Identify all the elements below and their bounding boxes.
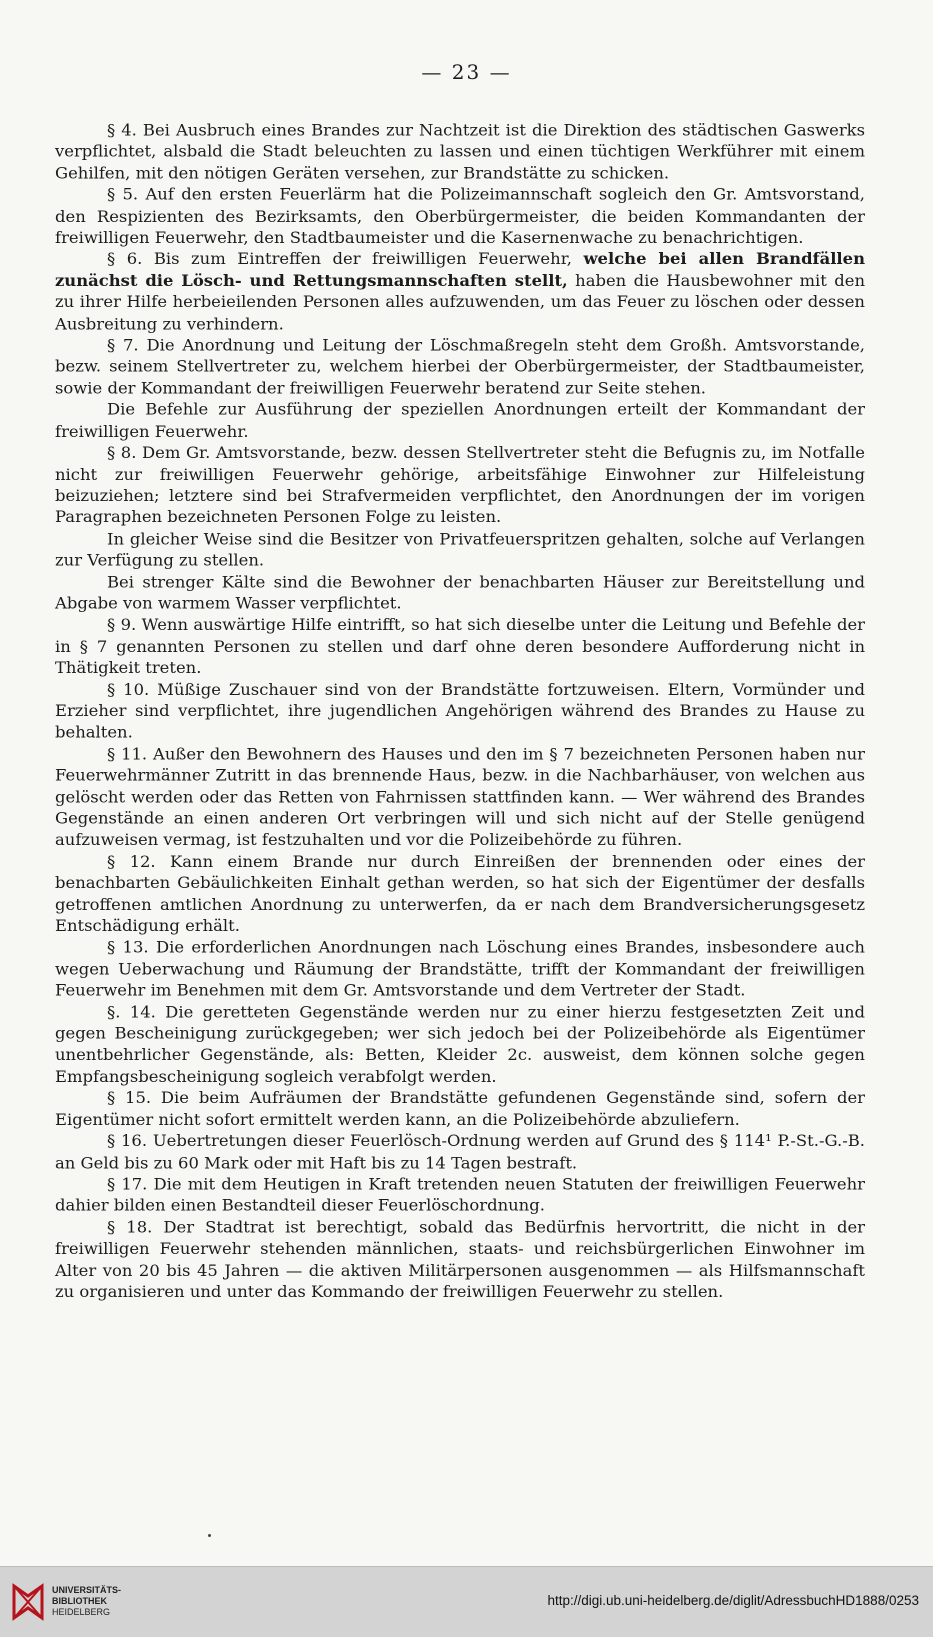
paragraph-12: § 12. Kann einem Brande nur durch Einreißen der brennenden oder eines der benachbarten Gebäulichkeiten Einhalt gethan werden, so hat sich der Eigentümer der desfalls getroffenen amtlichen Anordnung zu unterwerfen, da er nach dem Brandversicherungsgesetz Entschädigung erhält. xyxy=(55,852,865,936)
paragraph-16: § 16. Uebertretungen dieser Feuerlösch-Ordnung werden auf Grund des § 114¹ P.-St.-G.-B. an Geld bis zu 60 Mark oder mit Haft bis zu 14 Tagen bestraft. xyxy=(55,1131,865,1172)
paragraph-6-start: § 6. Bis zum Eintreffen der freiwilligen Feuerwehr, xyxy=(107,250,584,269)
logo-line-3: HEIDELBERG xyxy=(52,1607,111,1617)
paragraph-18: § 18. Der Stadtrat ist berechtigt, sobald das Bedürfnis hervortritt, die nicht in der freiwilligen Feuerwehr stehenden männlichen, staats- und reichsbürgerlichen Einwohner im Alter von 20 bis 45 Jahren — die aktiven Militärpersonen ausgenommen — als Hilfsmannschaft zu organisieren und unter das Kommando der freiwilligen Feuerwehr zu stellen. xyxy=(55,1217,865,1301)
library-name xyxy=(52,1585,121,1618)
paragraph-7-orders: Die Befehle zur Ausführung der speziellen Anordnungen erteilt der Kommandant der freiwilligen Feuerwehr. xyxy=(55,400,865,441)
logo-line-2: BIBLIOTHEK xyxy=(52,1596,107,1606)
paragraph-6-emphasis: welche bei allen Brandfällen zunächst die Lösch- und Rettungsmannschaften stellt, xyxy=(55,250,865,290)
ordinance-text xyxy=(55,120,865,1303)
paragraph-10: § 10. Müßige Zuschauer sind von der Brandstätte fortzuweisen. Eltern, Vormünder und Erzieher sind verpflichtet, ihre jugendlichen Angehörigen während des Brandes zu Hause zu behalten. xyxy=(55,680,865,742)
library-logo[interactable] xyxy=(10,1580,130,1626)
paragraph-8: § 8. Dem Gr. Amtsvorstande, bezw. dessen Stellvertreter steht die Befugnis zu, im Notfalle nicht zur freiwilligen Feuerwehr gehörige, arbeitsfähige Einwohner zur Hilfeleistung beizuziehen; letztere sind bei Strafvermeiden verpflichtet, den Anordnungen der im vorigen Paragraphen bezeichneten Personen Folge zu leisten. xyxy=(55,443,865,527)
footer-bar xyxy=(0,1566,933,1637)
paragraph-8-warm-water: Bei strenger Kälte sind die Bewohner der benachbarten Häuser zur Bereitstellung und Abgabe von warmem Wasser verpflichtet. xyxy=(55,572,865,613)
paragraph-14: §. 14. Die geretteten Gegenstände werden nur zu einer hierzu festgesetzten Zeit und gegen Bescheinigung zurückgegeben; wer sich jedoch bei der Polizeibehörde als Eigentümer unentbehrlicher Gegenstände, als: Betten, Kleider 2c. ausweist, dem können solche gegen Empfangsbescheinigung sogleich verabfolgt werden. xyxy=(55,1002,865,1086)
paragraph-17: § 17. Die mit dem Heutigen in Kraft tretenden neuen Statuten der freiwilligen Feuerwehr dahier bilden einen Bestandteil dieser Feuerlöschordnung. xyxy=(55,1174,865,1215)
paragraph-7: § 7. Die Anordnung und Leitung der Löschmaßregeln steht dem Großh. Amtsvorstande, bezw. seinem Stellvertreter zu, welchem hierbei der Oberbürgermeister, der Stadtbaumeister, sowie der Kommandant der freiwilligen Feuerwehr beratend zur Seite stehen. xyxy=(55,336,865,398)
paragraph-13: § 13. Die erforderlichen Anordnungen nach Löschung eines Brandes, insbesondere auch wegen Ueberwachung und Räumung der Brandstätte, trifft der Kommandant der freiwilligen Feuerwehr im Benehmen mit dem Gr. Amtsvorstande und dem Vertreter der Stadt. xyxy=(55,938,865,1000)
paragraph-4: § 4. Bei Ausbruch eines Brandes zur Nachtzeit ist die Direktion des städtischen Gaswerks verpflichtet, alsbald die Stadt beleuchten zu lassen und einen tüchtigen Werkführer mit einem Gehilfen, mit den nötigen Geräten versehen, zur Brandstätte zu schicken. xyxy=(55,120,865,183)
source-url-link[interactable]: http://digi.ub.uni-heidelberg.de/diglit/AdressbuchHD1888/0253 xyxy=(547,1593,919,1608)
page-number: — 23 — xyxy=(421,60,512,84)
paragraph-6 xyxy=(55,249,865,335)
paragraph-15: § 15. Die beim Aufräumen der Brandstätte gefundenen Gegenstände sind, sofern der Eigentümer nicht sofort ermittelt werden kann, an die Polizeibehörde abzuliefern. xyxy=(55,1088,865,1129)
paragraph-8-fire-pumps: In gleicher Weise sind die Besitzer von Privatfeuerspritzen gehalten, solche auf Verlangen zur Verfügung zu stellen. xyxy=(55,529,865,570)
logo-line-1: UNIVERSITÄTS- xyxy=(52,1585,122,1595)
university-seal-icon xyxy=(10,1582,46,1622)
paragraph-11: § 11. Außer den Bewohnern des Hauses und den im § 7 bezeichneten Personen haben nur Feuerwehrmänner Zutritt in das brennende Haus, bezw. in die Nachbarhäuser, von welchen aus gelöscht werden oder das Retten von Fahrnissen stattfinden kann. — Wer während des Brandes Gegenstände an einen anderen Ort verbringen will und sich nicht auf der Stelle genügend aufzuweisen vermag, ist festzuhalten und vor die Polizeibehörde zu führen. xyxy=(55,744,865,850)
paragraph-9: § 9. Wenn auswärtige Hilfe eintrifft, so hat sich dieselbe unter die Leitung und Befehle der in § 7 genannten Personen zu stellen und darf ohne deren besondere Aufforderung nicht in Thätigkeit treten. xyxy=(55,615,865,677)
paragraph-6-end: haben die Hausbewohner mit den zu ihrer Hilfe herbeieilenden Personen alles aufzuwenden, um das Feuer zu löschen oder dessen Ausbreitung zu verhindern. xyxy=(55,271,866,333)
paragraph-5: § 5. Auf den ersten Feuerlärm hat die Polizeimannschaft sogleich den Gr. Amtsvorstand, den Respizienten des Bezirksamts, den Oberbürgermeister, die beiden Kommandanten der freiwilligen Feuerwehr, den Stadtbaumeister und die Kasernenwache zu benachrichtigen. xyxy=(55,185,865,247)
ink-speck xyxy=(208,1534,211,1537)
